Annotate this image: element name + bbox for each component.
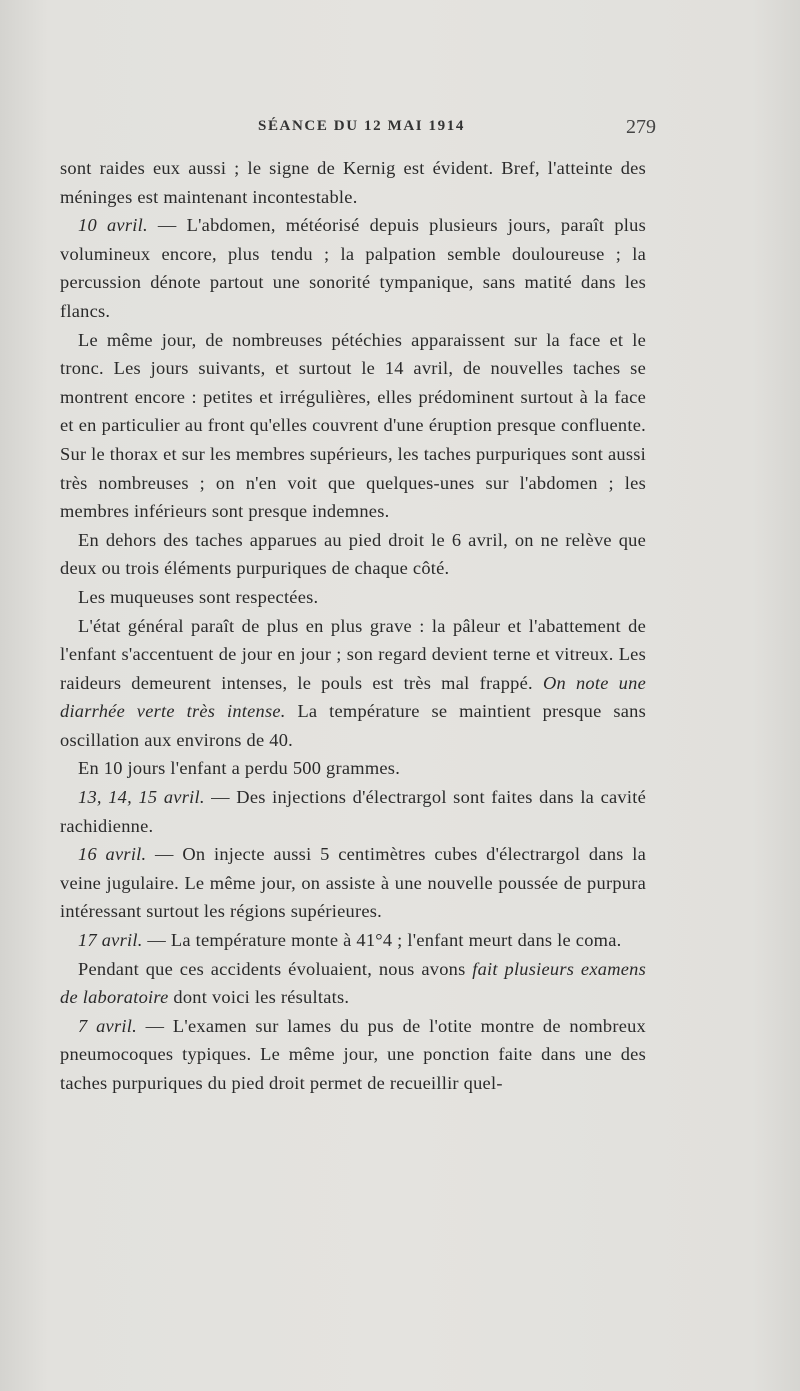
- entry-text: — L'examen sur lames du pus de l'otite montre de nombreux pneumocoques typiques. Le même jour, une ponction faite dans une des taches purpuriques du pied droit permet de recueillir quel-: [60, 1015, 646, 1093]
- body-text: [60, 154, 646, 1098]
- paragraph-text: Pendant que ces accidents évoluaient, nous avons: [78, 958, 473, 979]
- entry-text: — Des injections d'électrargol sont faites dans la cavité rachidienne.: [60, 787, 646, 836]
- paragraph-7: En 10 jours l'enfant a perdu 500 grammes.: [78, 758, 401, 779]
- paragraph-text: dont voici les résultats.: [168, 987, 350, 1008]
- entry-date: 7 avril.: [78, 1015, 137, 1036]
- entry-date: 16 avril.: [78, 844, 147, 865]
- entry-date: 10 avril.: [78, 215, 148, 236]
- paragraph-text: L'état général paraît de plus en plus grave : la pâleur et l'abattement de l'enfant s'accentuent de jour en jour ; son regard devient terne et vitreux. Les raideurs demeurent intenses, le pouls est très mal frappé.: [60, 615, 646, 693]
- paragraph-3: Le même jour, de nombreuses pétéchies apparaissent sur la face et le tronc. Les jours suivants, et surtout le 14 avril, de nouvelles taches se montrent encore : petites et irrégulières, elles prédominent surtout à la face et en particulier au front qu'elles couvrent d'une éruption presque confluente. Sur le thorax et sur les membres supérieurs, les taches purpuriques sont aussi très nombreuses ; on n'en voit que quelques-unes sur l'abdomen ; les membres inférieurs sont presque indemnes.: [60, 329, 646, 522]
- paragraph-8: [60, 783, 646, 840]
- entry-date: 13, 14, 15 avril.: [78, 787, 205, 808]
- italic-emphasis: On note une diarrhée verte très intense.: [60, 672, 646, 722]
- paragraph-10: [60, 926, 646, 955]
- paragraph-4: En dehors des taches apparues au pied droit le 6 avril, on ne relève que deux ou trois éléments purpuriques de chaque côté.: [60, 529, 646, 579]
- page-number: 279: [626, 116, 656, 138]
- paragraph-6: [60, 612, 646, 755]
- entry-text: — La température monte à 41°4 ; l'enfant meurt dans le coma.: [142, 930, 622, 951]
- entry-date: 17 avril.: [78, 930, 143, 951]
- paragraph-1: sont raides eux aussi ; le signe de Kernig est évident. Bref, l'atteinte des méninges est maintenant incontestable.: [60, 158, 646, 207]
- paragraph-2: [60, 211, 646, 325]
- page-header: [60, 118, 656, 142]
- paragraph-text: La température se maintient presque sans oscillation aux environs de 40.: [60, 701, 646, 750]
- paragraph-12: [60, 1012, 646, 1098]
- paragraph-11: [60, 955, 646, 1012]
- entry-text: — On injecte aussi 5 centimètres cubes d'électrargol dans la veine jugulaire. Le même jour, on assiste à une nouvelle poussée de purpura intéressant surtout les régions supérieures.: [60, 844, 646, 922]
- paragraph-5: Les muqueuses sont respectées.: [78, 586, 319, 607]
- running-head: SÉANCE DU 12 MAI 1914: [258, 118, 465, 134]
- italic-emphasis: fait plusieurs examens de laboratoire: [60, 958, 646, 1008]
- paragraph-9: [60, 840, 646, 926]
- entry-text: — L'abdomen, météorisé depuis plusieurs jours, paraît plus volumineux encore, plus tendu ; la palpation semble douloureuse ; la percussion dénote partout une sonorité tympanique, sans matité dans les flancs.: [60, 215, 646, 321]
